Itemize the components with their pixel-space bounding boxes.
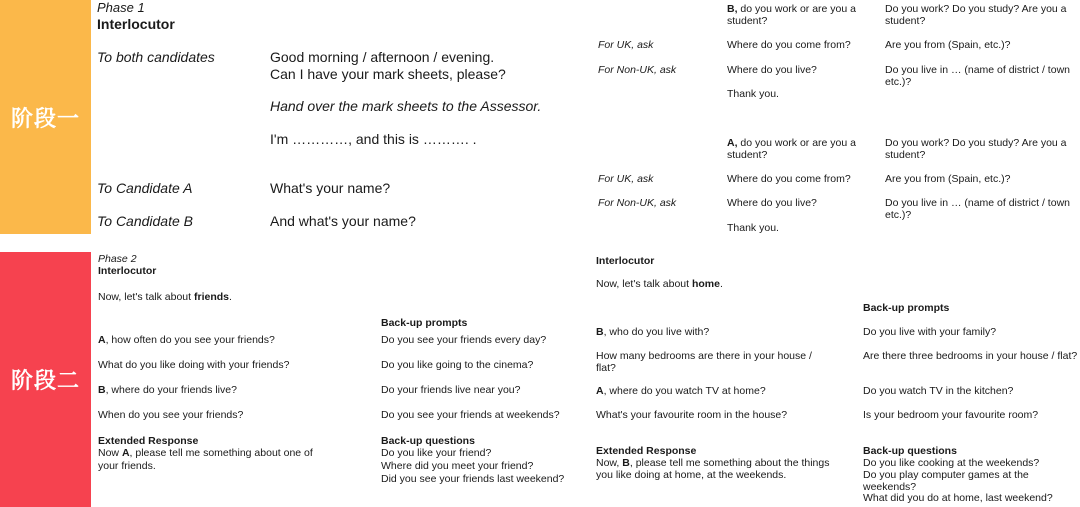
non-uk-question-2: Where do you live? — [727, 197, 817, 209]
home-backup-question-2: Do you play computer games at the — [863, 469, 1029, 481]
a-work-alt: Do you work? Do you study? Are you a — [885, 137, 1067, 149]
uk-label: For UK, ask — [598, 39, 654, 51]
thank-you-1: Thank you. — [727, 88, 779, 100]
friends-backup-question-1: Do you like your friend? — [381, 447, 492, 459]
friends-backup-prompt-1: Do you see your friends every day? — [381, 334, 547, 346]
phase-2-interlocutor: Interlocutor — [98, 265, 157, 277]
home-intro: Now, let's talk about home. — [596, 278, 723, 290]
phase-1-band-label: 阶段一 — [10, 106, 80, 132]
phase-2-title: Phase 2 — [98, 253, 137, 265]
to-candidate-a-label: To Candidate A — [97, 180, 193, 196]
greeting-line: Good morning / afternoon / evening. — [270, 49, 495, 65]
candidate-a-question: What's your name? — [270, 180, 391, 196]
home-backup-prompt-1: Do you live with your family? — [863, 326, 997, 338]
a-work-question-l2: student? — [727, 149, 768, 161]
friends-extended-text-l2: your friends. — [98, 460, 156, 472]
a-work-question: A, do you work or are you a — [727, 137, 856, 149]
a-work-alt-l2: student? — [885, 149, 926, 161]
phase-2-band-label: 阶段二 — [10, 369, 80, 394]
to-both-label: To both candidates — [97, 49, 215, 65]
home-question-2-l2: flat? — [596, 362, 616, 374]
non-uk-alt-2-l2: etc.)? — [885, 209, 912, 221]
home-backup-questions-title: Back-up questions — [863, 445, 957, 457]
uk-alt-2: Are you from (Spain, etc.)? — [885, 173, 1011, 185]
non-uk-alt-2: Do you live in … (name of district / town — [885, 197, 1070, 209]
phase-1-title: Phase 1 — [97, 0, 145, 15]
uk-label-2: For UK, ask — [598, 173, 654, 185]
home-backup-prompt-2: Are there three bedrooms in your house / flat? — [863, 350, 1078, 362]
home-extended-text: Now, B, please tell me something about the things — [596, 457, 830, 469]
home-interlocutor: Interlocutor — [596, 255, 655, 267]
home-backup-prompts-title: Back-up prompts — [863, 302, 950, 314]
friends-intro: Now, let's talk about friends. — [98, 291, 232, 303]
to-candidate-b-label: To Candidate B — [97, 213, 193, 229]
home-backup-prompt-3: Do you watch TV in the kitchen? — [863, 385, 1014, 397]
handover-instruction: Hand over the mark sheets to the Assessor. — [270, 98, 542, 114]
friends-backup-questions-title: Back-up questions — [381, 435, 475, 447]
home-backup-question-3: What did you do at home, last weekend? — [863, 492, 1053, 504]
friends-backup-prompt-2: Do you like going to the cinema? — [381, 359, 534, 371]
friends-extended-text: Now A, please tell me something about one of — [98, 447, 313, 459]
candidate-b-question: And what's your name? — [270, 213, 416, 229]
b-work-alt: Do you work? Do you study? Are you a — [885, 3, 1067, 15]
friends-backup-question-2: Where did you meet your friend? — [381, 460, 534, 472]
phase-2-band — [0, 252, 91, 507]
phase-1-band — [0, 0, 91, 234]
home-extended-text-l2: you like doing at home, at the weekends. — [596, 469, 787, 481]
non-uk-alt-l2: etc.)? — [885, 76, 912, 88]
uk-alt: Are you from (Spain, etc.)? — [885, 39, 1011, 51]
friends-question-4: When do you see your friends? — [98, 409, 244, 421]
non-uk-label: For Non-UK, ask — [598, 64, 677, 76]
non-uk-alt: Do you live in … (name of district / town — [885, 64, 1070, 76]
non-uk-label-2: For Non-UK, ask — [598, 197, 677, 209]
uk-question: Where do you come from? — [727, 39, 851, 51]
thank-you-2: Thank you. — [727, 222, 779, 234]
home-question-3: A, where do you watch TV at home? — [596, 385, 766, 397]
friends-question-1: A, how often do you see your friends? — [98, 334, 275, 346]
friends-extended-title: Extended Response — [98, 435, 199, 447]
home-extended-title: Extended Response — [596, 445, 697, 457]
home-backup-question-1: Do you like cooking at the weekends? — [863, 457, 1040, 469]
home-backup-question-2-l2: weekends? — [863, 481, 917, 493]
introduction-line: I'm …………, and this is ………. . — [270, 131, 477, 147]
friends-backup-prompts-title: Back-up prompts — [381, 317, 468, 329]
b-work-question: B, do you work or are you a — [727, 3, 856, 15]
phase-1-interlocutor: Interlocutor — [97, 16, 175, 32]
home-question-2: How many bedrooms are there in your house / — [596, 350, 812, 362]
friends-question-2: What do you like doing with your friends? — [98, 359, 290, 371]
friends-backup-question-3: Did you see your friends last weekend? — [381, 473, 565, 485]
friends-question-3: B, where do your friends live? — [98, 384, 237, 396]
mark-sheets-line: Can I have your mark sheets, please? — [270, 66, 506, 82]
friends-backup-prompt-4: Do you see your friends at weekends? — [381, 409, 560, 421]
non-uk-question: Where do you live? — [727, 64, 817, 76]
b-work-alt-l2: student? — [885, 15, 926, 27]
home-question-4: What's your favourite room in the house? — [596, 409, 788, 421]
b-work-question-l2: student? — [727, 15, 768, 27]
friends-backup-prompt-3: Do your friends live near you? — [381, 384, 521, 396]
home-question-1: B, who do you live with? — [596, 326, 710, 338]
uk-question-2: Where do you come from? — [727, 173, 851, 185]
home-backup-prompt-4: Is your bedroom your favourite room? — [863, 409, 1039, 421]
